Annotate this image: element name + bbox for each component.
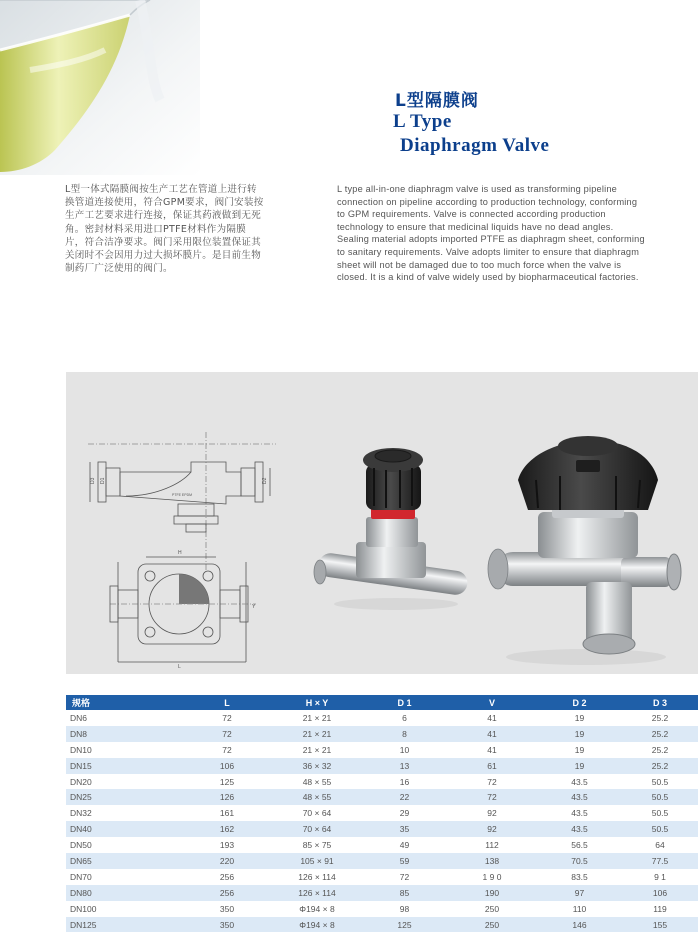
table-cell: 70 × 64	[272, 805, 362, 821]
table-row	[66, 869, 698, 885]
table-cell: 25.2	[622, 726, 698, 742]
drawing-note: PTFE EPDM	[172, 493, 193, 497]
table-cell: 43.5	[537, 774, 622, 790]
table-cell: DN100	[66, 901, 182, 917]
table-cell: DN20	[66, 774, 182, 790]
desc-cn-line: 片，符合洁净要求。阀门采用限位装置保证其	[65, 236, 262, 248]
table-cell: Φ194 × 8	[272, 901, 362, 917]
table-cell: 64	[622, 837, 698, 853]
table-cell: 256	[182, 885, 272, 901]
table-cell: 59	[362, 853, 447, 869]
table-cell: DN70	[66, 869, 182, 885]
table-cell: 21 × 21	[272, 742, 362, 758]
technical-drawing-side-view	[88, 432, 276, 572]
table-cell: Φ194 × 8	[272, 917, 362, 933]
table-cell: 70.5	[537, 853, 622, 869]
table-cell: 61	[447, 758, 537, 774]
table-cell: DN40	[66, 821, 182, 837]
table-cell: 49	[362, 837, 447, 853]
table-cell: 85 × 75	[272, 837, 362, 853]
table-cell: 85	[362, 885, 447, 901]
table-cell: 19	[537, 710, 622, 726]
table-cell: 56.5	[537, 837, 622, 853]
table-cell: 256	[182, 869, 272, 885]
table-row	[66, 821, 698, 837]
table-cell: 72	[182, 726, 272, 742]
table-cell: 98	[362, 901, 447, 917]
desc-cn-line: 制药厂广泛使用的阀门。	[65, 263, 173, 275]
table-cell: 43.5	[537, 821, 622, 837]
desc-cn-line: 生产工艺要求进行连接，保证其药液做到无死	[65, 210, 262, 222]
table-cell: 48 × 55	[272, 789, 362, 805]
table-row	[66, 710, 698, 726]
table-cell: 36 × 32	[272, 758, 362, 774]
desc-cn-line: 角。密封材料采用进口PTFE材料作为隔膜	[65, 223, 246, 235]
technical-drawing-top-view	[110, 557, 256, 662]
description-english	[337, 183, 692, 284]
desc-cn-line: 换管道连接使用，符合GPM要求，阀门安装按	[65, 197, 264, 209]
column-header: H × Y	[272, 695, 362, 710]
table-cell: 35	[362, 821, 447, 837]
table-row	[66, 789, 698, 805]
title-english-line1: L Type	[393, 111, 452, 132]
table-cell: DN32	[66, 805, 182, 821]
table-cell: DN6	[66, 710, 182, 726]
table-cell: DN15	[66, 758, 182, 774]
table-cell: 70 × 64	[272, 821, 362, 837]
desc-en-line: sheet will not be damaged due to too much force when the valve is	[337, 259, 622, 270]
drawing-label-h: H	[178, 550, 182, 556]
valve-photo-large	[488, 436, 681, 665]
desc-en-line: connection on pipeline according to production technology, conforming	[337, 196, 638, 207]
table-cell: 112	[447, 837, 537, 853]
table-header-row	[66, 695, 698, 710]
desc-en-line: Sealing material adopts imported PTFE as diaphragm sheet, conforming	[337, 234, 645, 245]
table-row	[66, 742, 698, 758]
table-row	[66, 758, 698, 774]
table-cell: 126	[182, 789, 272, 805]
table-cell: 43.5	[537, 789, 622, 805]
drawing-label-d3: D3	[90, 477, 96, 484]
table-cell: DN65	[66, 853, 182, 869]
desc-en-line: closed. It is a kind of valve widely used by biopharmaceutical factories.	[337, 272, 639, 283]
column-header: 规格	[66, 695, 182, 710]
column-header: D 3	[622, 695, 698, 710]
desc-en-line: technology to ensure that medicinal liquids have no dead angles.	[337, 221, 614, 232]
table-cell: 220	[182, 853, 272, 869]
drawing-label-d2: D2	[262, 477, 268, 484]
table-cell: 92	[447, 805, 537, 821]
column-header: D 1	[362, 695, 447, 710]
table-cell: 162	[182, 821, 272, 837]
table-cell: 125	[182, 774, 272, 790]
title-english-line2: Diaphragm Valve	[400, 135, 550, 156]
column-header: D 2	[537, 695, 622, 710]
table-cell: 8	[362, 726, 447, 742]
table-row	[66, 837, 698, 853]
table-cell: 106	[622, 885, 698, 901]
table-cell: 138	[447, 853, 537, 869]
table-cell: 72	[182, 710, 272, 726]
title-chinese: L型隔膜阀	[395, 91, 479, 111]
table-cell: DN25	[66, 789, 182, 805]
table-cell: 126 × 114	[272, 869, 362, 885]
table-cell: 155	[622, 917, 698, 933]
table-cell: DN125	[66, 917, 182, 933]
table-cell: 190	[447, 885, 537, 901]
table-cell: DN8	[66, 726, 182, 742]
table-cell: 193	[182, 837, 272, 853]
table-cell: 50.5	[622, 789, 698, 805]
table-cell: DN80	[66, 885, 182, 901]
table-cell: 25.2	[622, 758, 698, 774]
wine-glass-image	[0, 0, 200, 175]
table-cell: 97	[537, 885, 622, 901]
table-cell: 1 9 0	[447, 869, 537, 885]
table-cell: 119	[622, 901, 698, 917]
table-cell: 25.2	[622, 742, 698, 758]
table-cell: 19	[537, 742, 622, 758]
table-row	[66, 853, 698, 869]
table-cell: 29	[362, 805, 447, 821]
table-cell: 146	[537, 917, 622, 933]
table-cell: 10	[362, 742, 447, 758]
drawing-label-l: L	[178, 664, 181, 670]
table-cell: 16	[362, 774, 447, 790]
valve-photo-small	[314, 448, 469, 610]
table-cell: 83.5	[537, 869, 622, 885]
table-cell: 125	[362, 917, 447, 933]
table-cell: DN50	[66, 837, 182, 853]
desc-en-line: to GPM requirements. Valve is connected according production	[337, 209, 606, 220]
table-cell: 161	[182, 805, 272, 821]
table-cell: 43.5	[537, 805, 622, 821]
table-cell: 50.5	[622, 774, 698, 790]
table-cell: 19	[537, 758, 622, 774]
product-image-panel	[66, 372, 698, 674]
table-cell: 350	[182, 901, 272, 917]
table-cell: 21 × 21	[272, 710, 362, 726]
table-row	[66, 774, 698, 790]
table-cell: 105 × 91	[272, 853, 362, 869]
table-row	[66, 917, 698, 933]
table-cell: 77.5	[622, 853, 698, 869]
table-cell: 25.2	[622, 710, 698, 726]
table-cell: 350	[182, 917, 272, 933]
drawing-label-y: Y	[252, 604, 256, 610]
table-cell: 48 × 55	[272, 774, 362, 790]
table-cell: 9 1	[622, 869, 698, 885]
table-cell: 41	[447, 726, 537, 742]
table-cell: 6	[362, 710, 447, 726]
desc-cn-line: 关闭时不会因用力过大损坏膜片。是目前生物	[65, 250, 262, 262]
table-cell: 72	[447, 789, 537, 805]
column-header: L	[182, 695, 272, 710]
table-cell: 250	[447, 901, 537, 917]
column-header: V	[447, 695, 537, 710]
table-row	[66, 885, 698, 901]
table-cell: 106	[182, 758, 272, 774]
table-cell: 41	[447, 710, 537, 726]
desc-en-line: to sanitary requirements. Valve adopts limiter to ensure that diaphragm	[337, 246, 640, 257]
table-cell: 72	[182, 742, 272, 758]
table-cell: 126 × 114	[272, 885, 362, 901]
table-row	[66, 726, 698, 742]
table-cell: 110	[537, 901, 622, 917]
table-cell: DN10	[66, 742, 182, 758]
table-cell: 41	[447, 742, 537, 758]
table-row	[66, 901, 698, 917]
specification-table	[66, 695, 698, 932]
desc-en-line: L type all-in-one diaphragm valve is used as transforming pipeline	[337, 184, 617, 194]
table-cell: 50.5	[622, 805, 698, 821]
table-cell: 21 × 21	[272, 726, 362, 742]
description-chinese	[65, 183, 297, 275]
table-cell: 50.5	[622, 821, 698, 837]
table-row	[66, 805, 698, 821]
table-cell: 72	[362, 869, 447, 885]
table-cell: 22	[362, 789, 447, 805]
table-cell: 19	[537, 726, 622, 742]
table-cell: 92	[447, 821, 537, 837]
table-cell: 250	[447, 917, 537, 933]
desc-cn-line: L型一体式隔膜阀按生产工艺在管道上进行转	[65, 184, 257, 195]
table-cell: 13	[362, 758, 447, 774]
drawing-label-d1: D1	[100, 477, 106, 484]
table-cell: 72	[447, 774, 537, 790]
